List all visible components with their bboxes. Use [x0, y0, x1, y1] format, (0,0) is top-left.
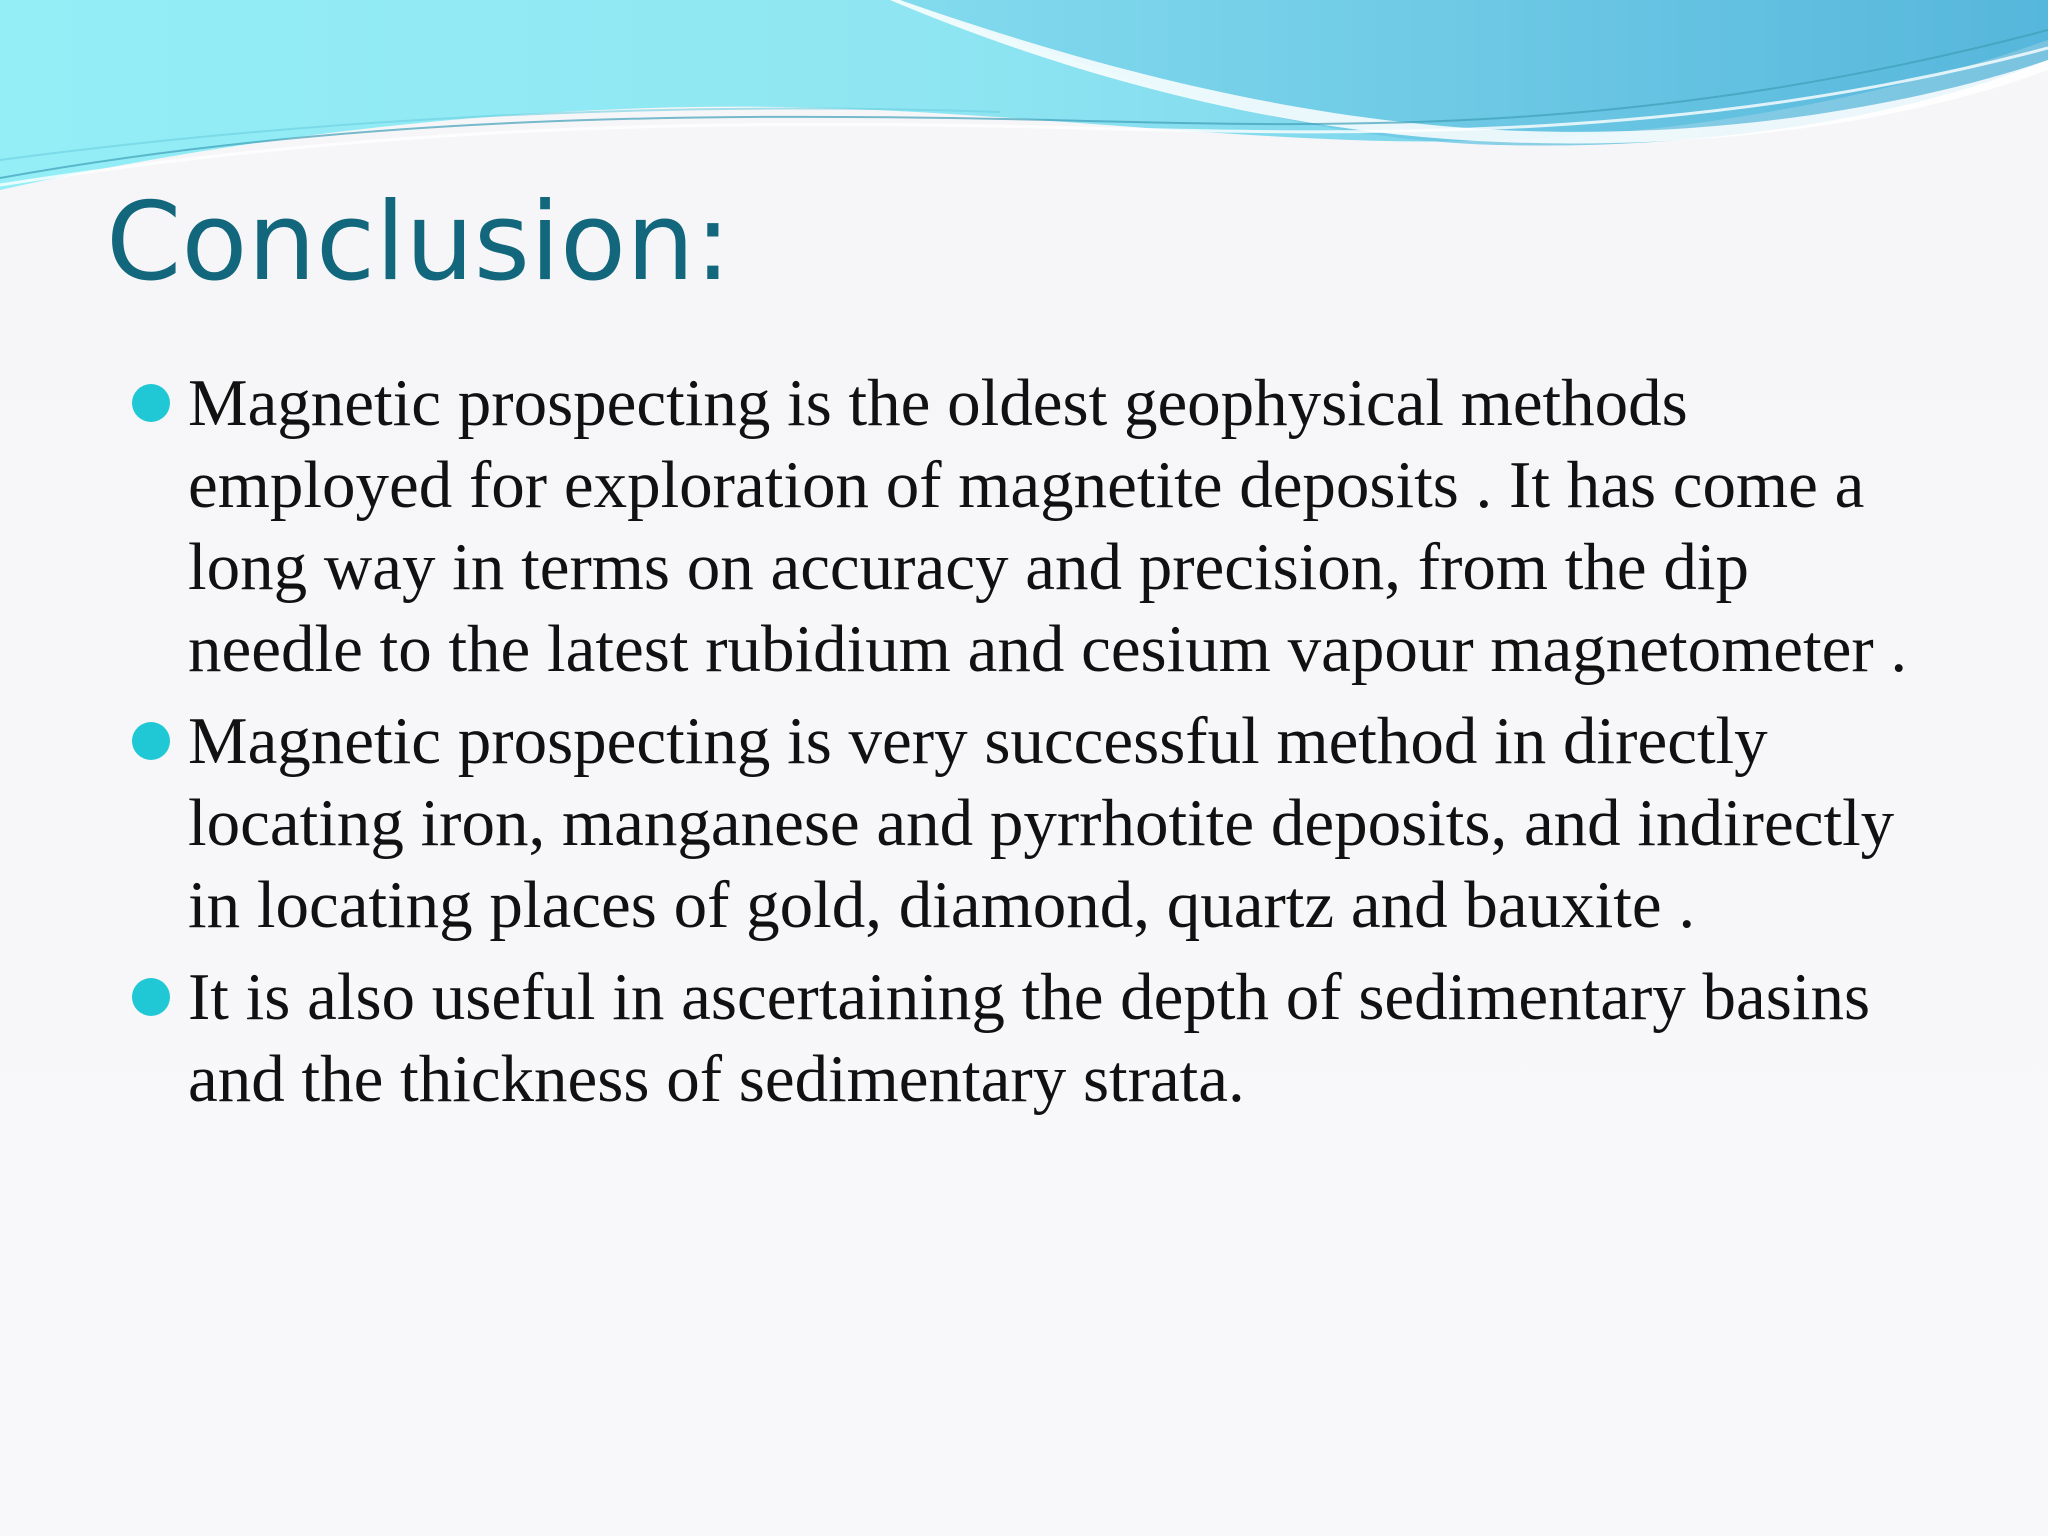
bullet-item: [130, 700, 1940, 946]
bullet-dot-icon: [132, 722, 170, 760]
bullet-dot-icon: [132, 384, 170, 422]
bullet-item: [130, 362, 1940, 690]
bullet-text: It is also useful in ascertaining the depth of sedimentary basins and the thickness of sedimentary strata.: [188, 960, 1871, 1116]
slide-title: Conclusion:: [106, 180, 731, 305]
bullet-list: [130, 362, 1940, 1130]
bullet-item: [130, 956, 1940, 1120]
bullet-text: Magnetic prospecting is the oldest geophysical methods employed for exploration of magnetite deposits . It has come a long way in terms on accuracy and precision, from the dip needle to the latest rubidium and cesium vapour magnetometer .: [188, 366, 1908, 686]
bullet-text: Magnetic prospecting is very successful method in directly locating iron, manganese and pyrrhotite deposits, and indirectly in locating places of gold, diamond, quartz and bauxite .: [188, 704, 1895, 942]
bullet-dot-icon: [132, 978, 170, 1016]
